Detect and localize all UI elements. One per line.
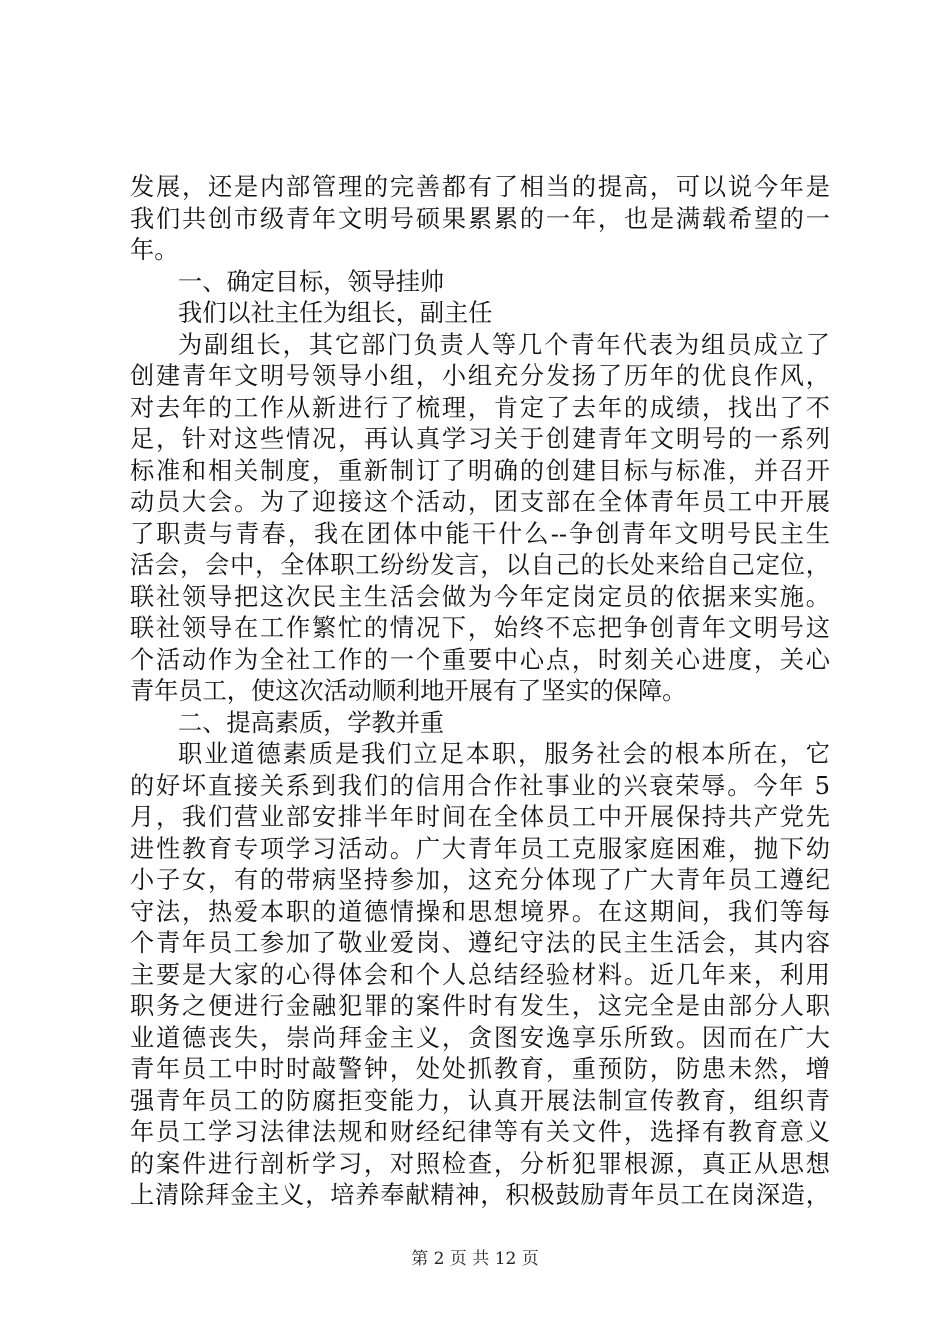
paragraph-line: 发展，还是内部管理的完善都有了相当的提高，可以说今年是	[130, 173, 830, 201]
paragraph-line: 青年员工中时时敲警钟，处处抓教育，重预防，防患未然，增	[130, 1055, 830, 1083]
paragraph-line: 年。	[130, 236, 179, 264]
paragraph-line: 的好坏直接关系到我们的信用合作社事业的兴衰荣辱。今年 5	[130, 771, 830, 800]
section-heading-line: 我们以社主任为组长，副主任	[178, 299, 493, 327]
paragraph-line: 对去年的工作从新进行了梳理，肯定了去年的成绩，找出了不	[130, 393, 830, 422]
paragraph-line: 足，针对这些情况，再认真学习关于创建青年文明号的一系列	[130, 425, 830, 453]
paragraph-line: 创建青年文明号领导小组，小组充分发扬了历年的优良作风，	[130, 362, 830, 390]
paragraph-line: 小子女，有的带病坚持参加，这充分体现了广大青年员工遵纪	[130, 866, 830, 894]
document-body	[130, 172, 830, 1212]
page-number-label: 第 2 页 共 12 页	[411, 1249, 539, 1269]
paragraph-line: 月，我们营业部安排半年时间在全体员工中开展保持共产党先	[130, 803, 830, 831]
paragraph-line: 强青年员工的防腐拒变能力，认真开展法制宣传教育，组织青	[130, 1086, 830, 1115]
section-heading-line: 一、确定目标，领导挂帅	[178, 267, 445, 296]
paragraph-line: 上清除拜金主义，培养奉献精神，积极鼓励青年员工在岗深造，	[130, 1181, 830, 1209]
paragraph-line: 联社领导在工作繁忙的情况下，始终不忘把争创青年文明号这	[130, 614, 830, 642]
paragraph-line: 年员工学习法律法规和财经纪律等有关文件，选择有教育意义	[130, 1118, 830, 1146]
paragraph-line: 主要是大家的心得体会和个人总结经验材料。近几年来，利用	[130, 960, 830, 989]
paragraph-line: 个活动作为全社工作的一个重要中心点，时刻关心进度，关心	[130, 645, 830, 674]
paragraph-line: 为副组长，其它部门负责人等几个青年代表为组员成立了	[178, 330, 830, 359]
paragraph-line: 职务之便进行金融犯罪的案件时有发生，这完全是由部分人职	[130, 992, 830, 1020]
paragraph-line: 的案件进行剖析学习，对照检查，分析犯罪根源，真正从思想	[130, 1149, 830, 1178]
paragraph-line: 职业道德素质是我们立足本职，服务社会的根本所在，它	[178, 740, 830, 768]
paragraph-line: 联社领导把这次民主生活会做为今年定岗定员的依据来实施。	[130, 582, 830, 611]
paragraph-line: 了职责与青春，我在团体中能干什么--争创青年文明号民主生	[130, 519, 830, 548]
paragraph-line: 标准和相关制度，重新制订了明确的创建目标与标准，并召开	[130, 456, 830, 485]
paragraph-line: 业道德丧失，崇尚拜金主义，贪图安逸享乐所致。因而在广大	[130, 1023, 830, 1052]
paragraph-line: 守法，热爱本职的道德情操和思想境界。在这期间，我们等每	[130, 897, 830, 926]
paragraph-line: 进性教育专项学习活动。广大青年员工克服家庭困难，抛下幼	[130, 834, 830, 863]
page-footer	[0, 1244, 950, 1269]
paragraph-line: 个青年员工参加了敬业爱岗、遵纪守法的民主生活会，其内容	[130, 929, 830, 957]
paragraph-line: 活会，会中，全体职工纷纷发言，以自己的长处来给自己定位，	[130, 551, 830, 579]
paragraph-line: 青年员工，使这次活动顺利地开展有了坚实的保障。	[130, 677, 687, 705]
section-heading-line: 二、提高素质，学教并重	[178, 708, 445, 737]
paragraph-line: 动员大会。为了迎接这个活动，团支部在全体青年员工中开展	[130, 488, 830, 516]
paragraph-line: 我们共创市级青年文明号硕果累累的一年，也是满载希望的一	[130, 204, 830, 233]
